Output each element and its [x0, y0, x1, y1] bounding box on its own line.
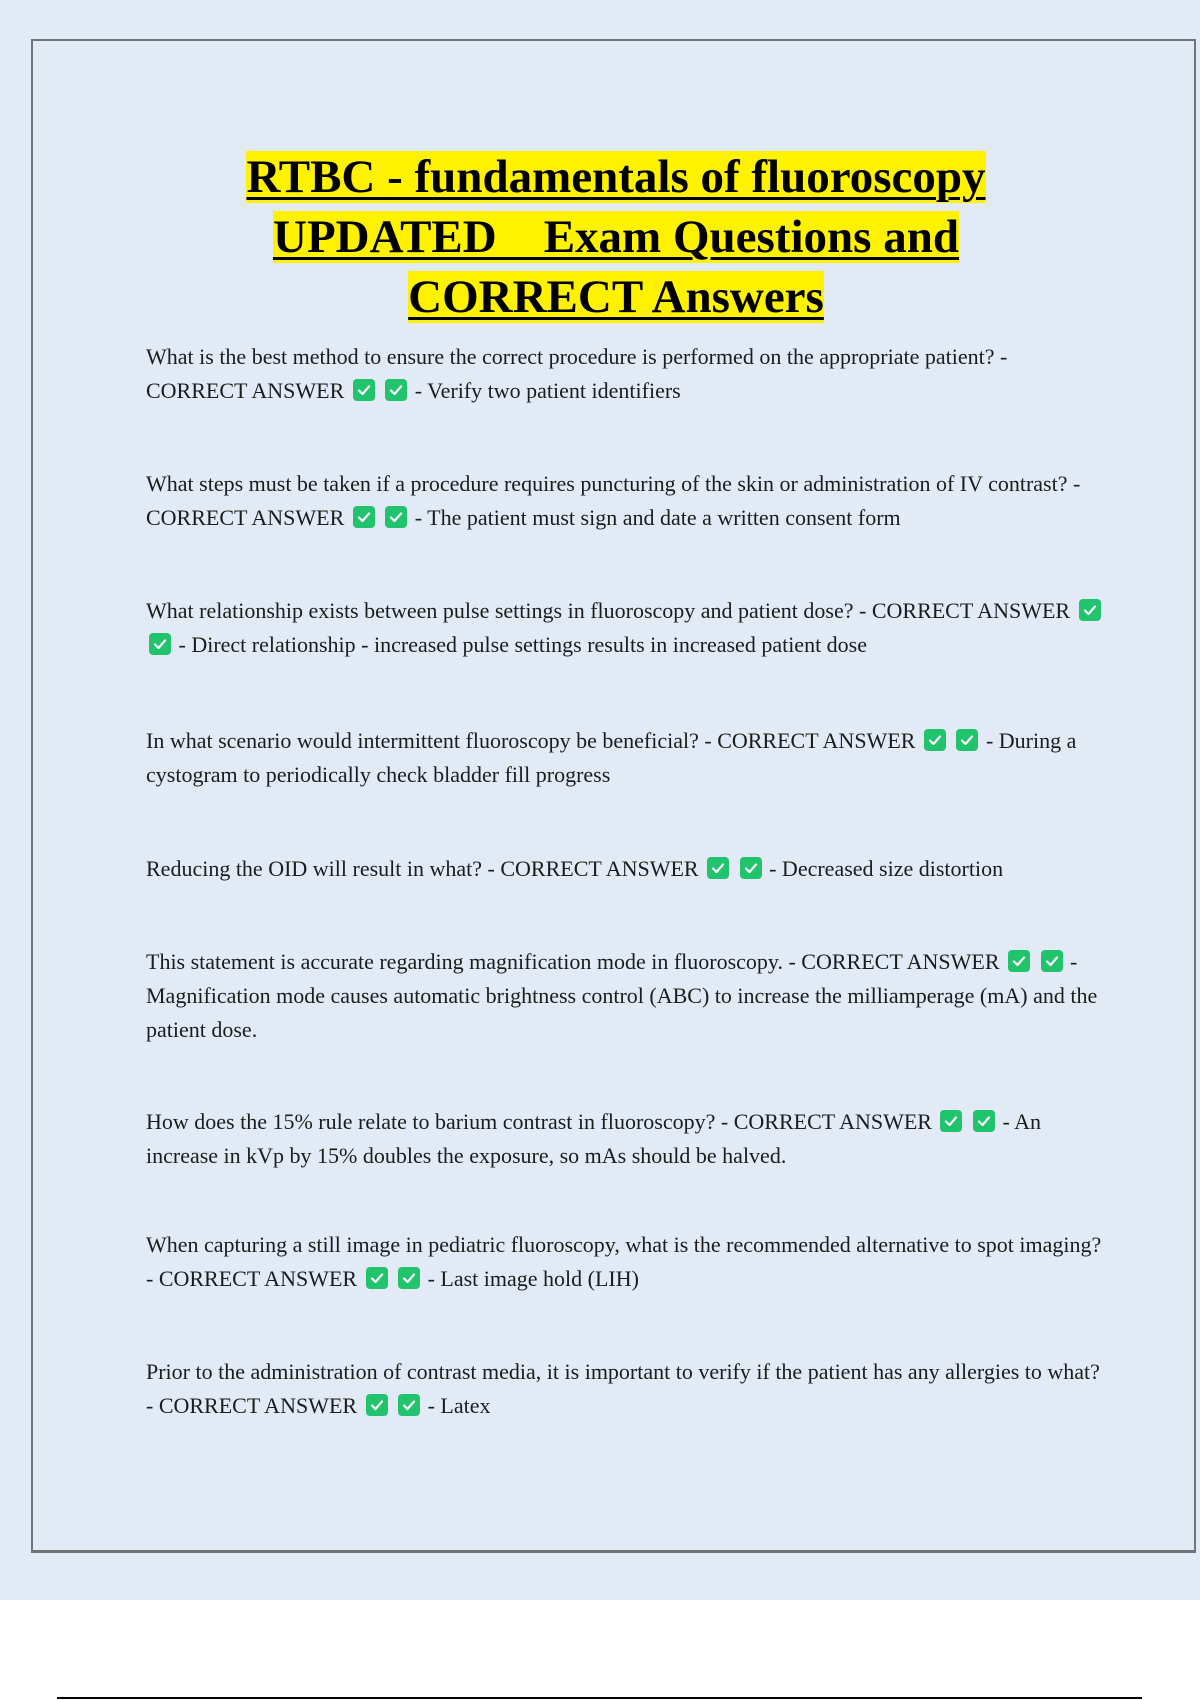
qa-item [146, 467, 1106, 535]
footer-divider [57, 1697, 1142, 1699]
title-line-3: CORRECT Answers [408, 271, 824, 323]
question-text: In what scenario would intermittent fluoroscopy be beneficial? - CORRECT ANSWER [146, 728, 916, 753]
check-mark-icon [956, 729, 978, 751]
answer-text: - Latex [427, 1393, 491, 1418]
check-mark-icon [398, 1267, 420, 1289]
qa-item [146, 1355, 1106, 1423]
check-mark-icon [398, 1394, 420, 1416]
check-mark-icon [740, 857, 762, 879]
document-title [0, 147, 1200, 327]
answer-text: - The patient must sign and date a written consent form [414, 505, 901, 530]
answer-text: - Direct relationship - increased pulse settings results in increased patient dose [178, 632, 868, 657]
answer-text: - Last image hold (LIH) [427, 1266, 639, 1291]
question-text: When capturing a still image in pediatric fluoroscopy, what is the recommended alternative to spot imaging? - CORRECT ANSWER [146, 1232, 1102, 1291]
answer-text: - Magnification mode causes automatic brightness control (ABC) to increase the milliamperage (mA) and the patient dose. [146, 949, 1098, 1042]
check-mark-icon [1008, 950, 1030, 972]
title-line-2: UPDATED Exam Questions and [273, 211, 959, 263]
title-line-1: RTBC - fundamentals of fluoroscopy [246, 151, 986, 203]
answer-text: - An increase in kVp by 15% doubles the exposure, so mAs should be halved. [146, 1109, 1041, 1168]
question-text: What is the best method to ensure the correct procedure is performed on the appropriate patient? - CORRECT ANSWER [146, 344, 1008, 403]
check-mark-icon [149, 633, 171, 655]
qa-item [146, 724, 1106, 792]
check-mark-icon [1079, 599, 1101, 621]
qa-item [146, 852, 1106, 886]
check-mark-icon [366, 1394, 388, 1416]
answer-text: - Decreased size distortion [769, 856, 1004, 881]
qa-item [146, 945, 1106, 1047]
question-text: Reducing the OID will result in what? - CORRECT ANSWER [146, 856, 699, 881]
check-mark-icon [707, 857, 729, 879]
check-mark-icon [353, 379, 375, 401]
answer-text: - Verify two patient identifiers [414, 378, 681, 403]
question-text: This statement is accurate regarding magnification mode in fluoroscopy. - CORRECT ANSWER [146, 949, 1000, 974]
qa-item [146, 1228, 1106, 1296]
question-text: How does the 15% rule relate to barium contrast in fluoroscopy? - CORRECT ANSWER [146, 1109, 932, 1134]
check-mark-icon [385, 506, 407, 528]
qa-item [146, 340, 1106, 408]
check-mark-icon [924, 729, 946, 751]
check-mark-icon [385, 379, 407, 401]
check-mark-icon [366, 1267, 388, 1289]
qa-item [146, 1105, 1106, 1173]
question-text: What steps must be taken if a procedure requires puncturing of the skin or administration of IV contrast? - CORRECT ANSWER [146, 471, 1081, 530]
answer-text: - During a cystogram to periodically check bladder fill progress [146, 728, 1077, 787]
check-mark-icon [1041, 950, 1063, 972]
qa-item [146, 594, 1106, 662]
check-mark-icon [940, 1110, 962, 1132]
question-text: What relationship exists between pulse settings in fluoroscopy and patient dose? - CORRECT ANSWER [146, 598, 1071, 623]
question-text: Prior to the administration of contrast media, it is important to verify if the patient has any allergies to what? - CORRECT ANSWER [146, 1359, 1100, 1418]
check-mark-icon [353, 506, 375, 528]
check-mark-icon [973, 1110, 995, 1132]
